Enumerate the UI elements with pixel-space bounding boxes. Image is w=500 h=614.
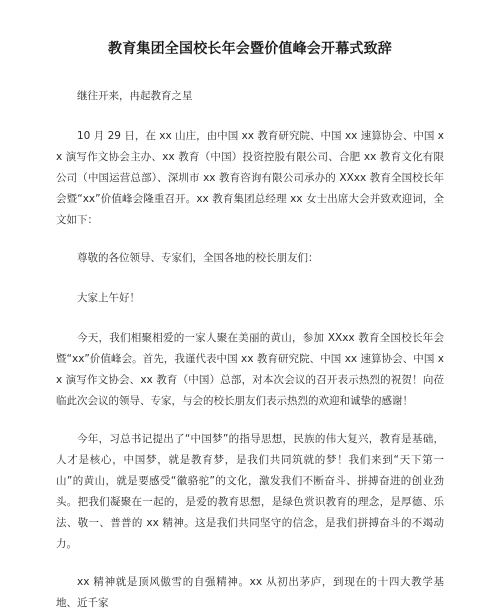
paragraph-greeting: 大家上午好！ — [77, 292, 140, 304]
paragraph-salutation: 尊敬的各位领导、专家们，全国各地的校长朋友们： — [77, 252, 319, 264]
paragraph-chinese-dream: 今年，习总书记提出了“中国梦”的指导思想，民族的伟大复兴，教育是基础，人才是核心，中国梦，就是教育梦，是我们共同筑就的梦！我们来到“天下第一山”的黄山，就是要感受“徽骆驼”的文化，激发我们不断奋斗、拼搏奋进的创业劲头。把我们凝聚在一起的，是爱的教育思想，是绿色赏识教育的理念，是厚德、乐法、敬一、普普的 xx 精神。这是我们共同坚守的信念，是我们拼搏奋斗的不竭动力。 — [56, 433, 444, 550]
paragraph-intro: 10 月 29 日，在 xx 山庄，由中国 xx 教育研究院、中国 xx 速算协会、中国 xx 演写作文协会主办、xx 教育（中国）投资控股有限公司、合肥 xx 教育文化有限公司（中国运营总部）、深圳市 xx 教育咨询有限公司承办的 XXxx 教育全国校长年会暨“xx”价值峰会隆重召开。xx 教育集团总经理 xx 女士出席大会并致欢迎词，全文如下： — [56, 130, 444, 226]
document-title: 教育集团全国校长年会暨价值峰会开幕式致辞 — [108, 41, 392, 57]
paragraph-welcome: 今天，我们相聚相爱的一家人聚在美丽的黄山，参加 XXxx 教育全国校长年会暨“xx”价值峰会。首先，我谨代表中国 xx 教育研究院、中国 xx 速算协会、中国 xx 演写作文协会、xx 教育（中国）总部，对本次会议的召开表示热烈的祝贺！向莅临此次会议的领导、专家，与会的校长朋友们表示热烈的欢迎和诚挚的感谢！ — [56, 332, 444, 407]
paragraph-spirit: xx 精神就是顶风傲雪的自强精神。xx 从初出茅庐，到现在的十四大教学基地、近千家 — [56, 576, 444, 609]
paragraph-subtitle: 继往开来，冉起教育之星 — [77, 90, 193, 102]
